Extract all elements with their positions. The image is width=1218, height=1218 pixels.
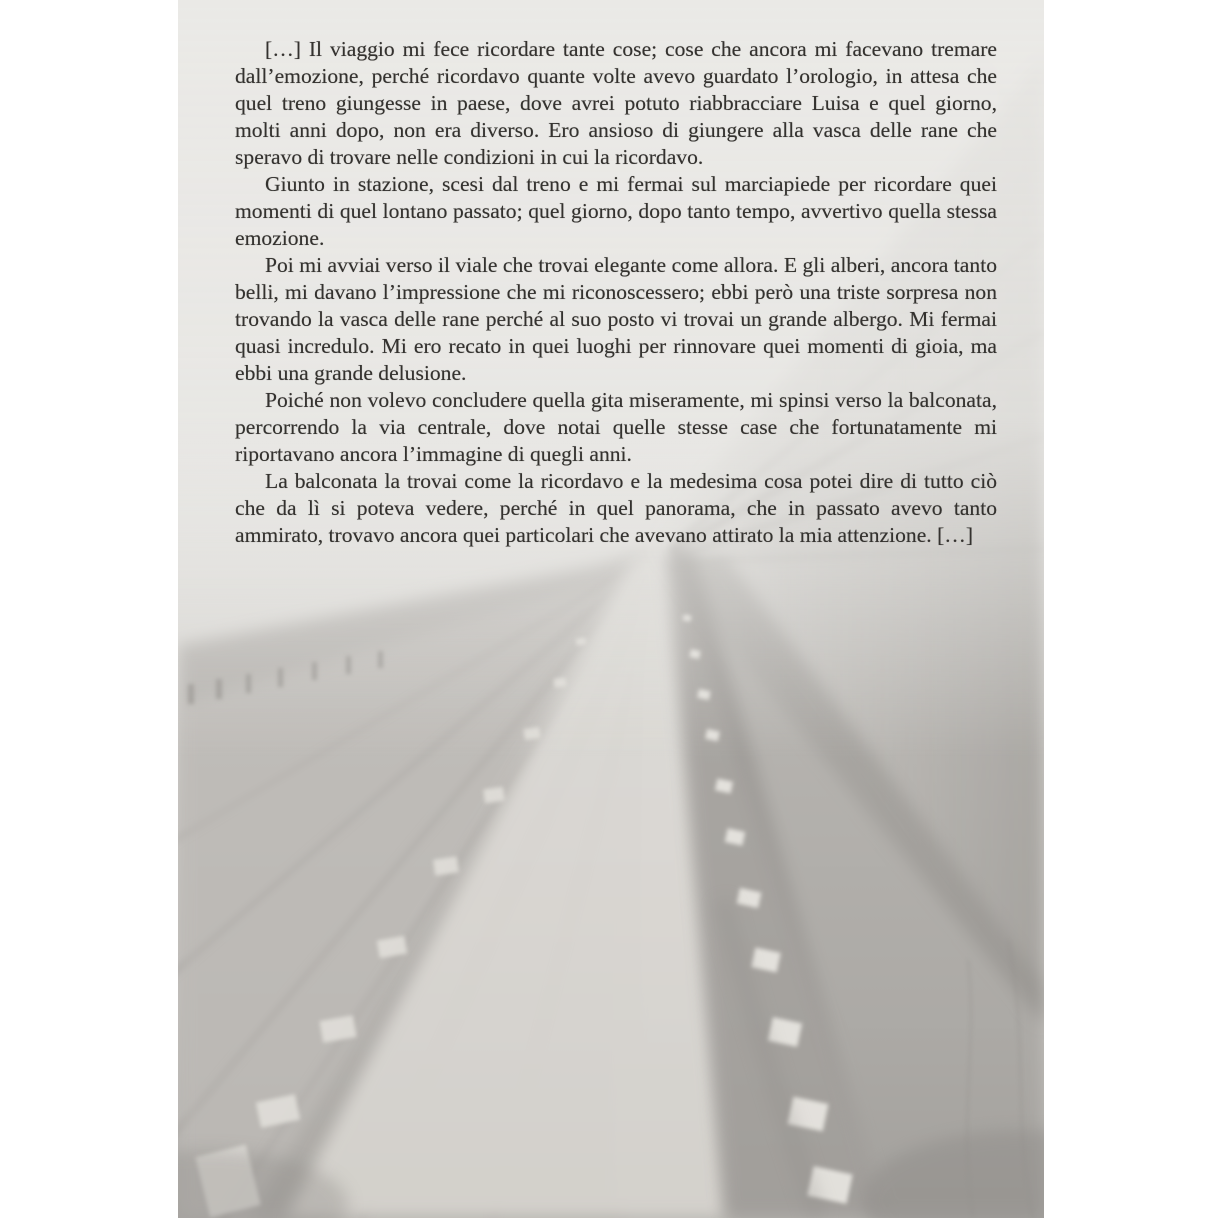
- paragraph: Giunto in stazione, scesi dal treno e mi fermai sul marciapiede per ricordare quei momenti di quel lontano passato; quel giorno, dopo tanto tempo, avvertivo quella stessa emozione.: [235, 172, 997, 250]
- paragraph: Poiché non volevo concludere quella gita miseramente, mi spinsi verso la balconata, percorrendo la via centrale, dove notai quelle stesse case che fortunatamente mi riportavano ancora l’immagine di quegli anni.: [235, 388, 997, 466]
- book-page: [178, 0, 1044, 1218]
- paragraph: La balconata la trovai come la ricordavo e la medesima cosa potei dire di tutto ciò che da lì si poteva vedere, perché in quel panorama, che in passato avevo tanto ammirato, trovavo ancora quei particolari che avevano attirato la mia attenzione. […]: [235, 469, 997, 547]
- paragraph: Poi mi avviai verso il viale che trovai elegante come allora. E gli alberi, ancora tanto belli, mi davano l’impressione che mi riconoscessero; ebbi però una triste sorpresa non trovando la vasca delle rane perché al suo posto vi trovai un grande albergo. Mi fermai quasi incredulo. Mi ero recato in quei luoghi per rinnovare quei momenti di gioia, ma ebbi una grande delusione.: [235, 253, 997, 385]
- article-text: [235, 36, 997, 549]
- paragraph: […] Il viaggio mi fece ricordare tante cose; cose che ancora mi facevano tremare dall’emozione, perché ricordavo quante volte avevo guardato l’orologio, in attesa che quel treno giungesse in paese, dove avrei potuto riabbracciare Luisa e quel giorno, molti anni dopo, non era diverso. Ero ansioso di giungere alla vasca delle rane che speravo di trovare nelle condizioni in cui la ricordavo.: [235, 37, 997, 169]
